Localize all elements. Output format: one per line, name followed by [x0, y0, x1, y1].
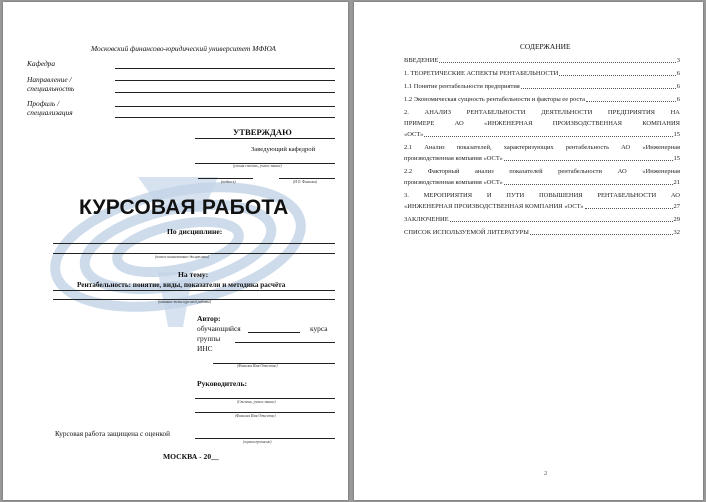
toc-item[interactable]: ВВЕДЕНИЕ 3: [404, 57, 680, 64]
department-field[interactable]: [115, 68, 335, 69]
contents-title: СОДЕРЖАНИЕ: [520, 42, 571, 51]
supervisor-label: Руководитель:: [197, 379, 248, 388]
author-group-field[interactable]: [235, 342, 335, 343]
profile-label-2: специализация: [27, 108, 73, 117]
toc-item[interactable]: 1. ТЕОРЕТИЧЕСКИЕ АСПЕКТЫ РЕНТАБЕЛЬНОСТИ 6: [404, 70, 680, 77]
discipline-field[interactable]: [53, 243, 335, 244]
supervisor-name-field[interactable]: [195, 412, 335, 413]
toc-item[interactable]: 2.1 Анализ показателей, характеризующих рентабельность АО «Инженерная производственная компания «ОСТ» 15: [404, 144, 680, 162]
approve-sign-field[interactable]: [198, 178, 253, 179]
approve-title: УТВЕРЖДАЮ: [233, 127, 292, 137]
direction-label-1: Направление /: [27, 75, 72, 84]
profile-label-1: Профиль /: [27, 99, 60, 108]
toc-item[interactable]: 1.1 Понятие рентабельности предприятия 6: [404, 83, 680, 90]
university-name: Московский финансово-юридический университет МФЮА: [91, 44, 276, 53]
supervisor-degree-field[interactable]: [195, 398, 335, 399]
topic-text: Рентабельность: понятие, виды, показатели и методика расчёта: [77, 281, 286, 289]
approve-name-field[interactable]: [279, 178, 335, 179]
title-page: Московский финансово-юридический университет МФЮА Кафедра Направление / специальность Профиль / специализация УТВЕРЖДАЮ Заведующий кафедрой (ученая степень, ученое звание) (подпись) (И.О. Фамилия) КУРСОВАЯ РАБОТА По дисциплине: (полное наименование дисциплины) На тему: Рентабельность: понятие, виды, показатели и методика расчёта (название темы курсовой работы) Автор: обучающийся курса группы ИНС (Фамилия Имя Отчество) Руководитель: (Степень, ученое звание) (Фамилия Имя Отчество) Курсовая работа защищена с оценкой (оценка прописью) МОСКВА - 20__: [3, 2, 348, 500]
grade-label: Курсовая работа защищена с оценкой: [55, 430, 170, 438]
discipline-label: По дисциплине:: [167, 227, 223, 236]
approve-head: Заведующий кафедрой: [251, 146, 316, 153]
toc-item[interactable]: ЗАКЛЮЧЕНИЕ 29: [404, 216, 680, 223]
page-number: 2: [544, 470, 548, 477]
toc-item[interactable]: 2.2 Факторный анализ показателей рентабельности АО «Инженерная производственная компания «ОСТ» 21: [404, 168, 680, 186]
table-of-contents: [404, 55, 680, 240]
contents-page: [354, 2, 703, 500]
toc-item[interactable]: 1.2 Экономическая сущность рентабельности и факторы ее роста 6: [404, 96, 680, 103]
topic-label: На тему:: [178, 270, 209, 279]
direction-label-2: специальность: [27, 84, 75, 93]
work-title: КУРСОВАЯ РАБОТА: [79, 196, 289, 219]
toc-item[interactable]: СПИСОК ИСПОЛЬЗУЕМОЙ ЛИТЕРАТУРЫ 32: [404, 229, 680, 236]
toc-item[interactable]: 3. МЕРОПРИЯТИЯ И ПУТИ ПОВЫШЕНИЯ РЕНТАБЕЛЬНОСТИ АО «ИНЖЕНЕРНАЯ ПРОИЗВОДСТВЕННАЯ КОМПАНИЯ «ОСТ» 27: [404, 192, 680, 210]
direction-field[interactable]: [115, 92, 335, 93]
author-course-field[interactable]: [248, 332, 300, 333]
department-label: Кафедра: [27, 59, 56, 68]
toc-item[interactable]: 2. АНАЛИЗ РЕНТАБЕЛЬНОСТИ ДЕЯТЕЛЬНОСТИ ПРЕДПРИЯТИЯ НА ПРИМЕРЕ АО «ИНЖЕНЕРНАЯ ПРОИЗВОДСТВЕННАЯ КОМПАНИЯ «ОСТ» 15: [404, 109, 680, 138]
profile-field[interactable]: [115, 106, 335, 107]
university-logo-watermark: [43, 152, 313, 342]
city-year: МОСКВА - 20__: [163, 452, 219, 461]
grade-field[interactable]: [195, 438, 335, 439]
author-label: Автор:: [197, 314, 221, 323]
